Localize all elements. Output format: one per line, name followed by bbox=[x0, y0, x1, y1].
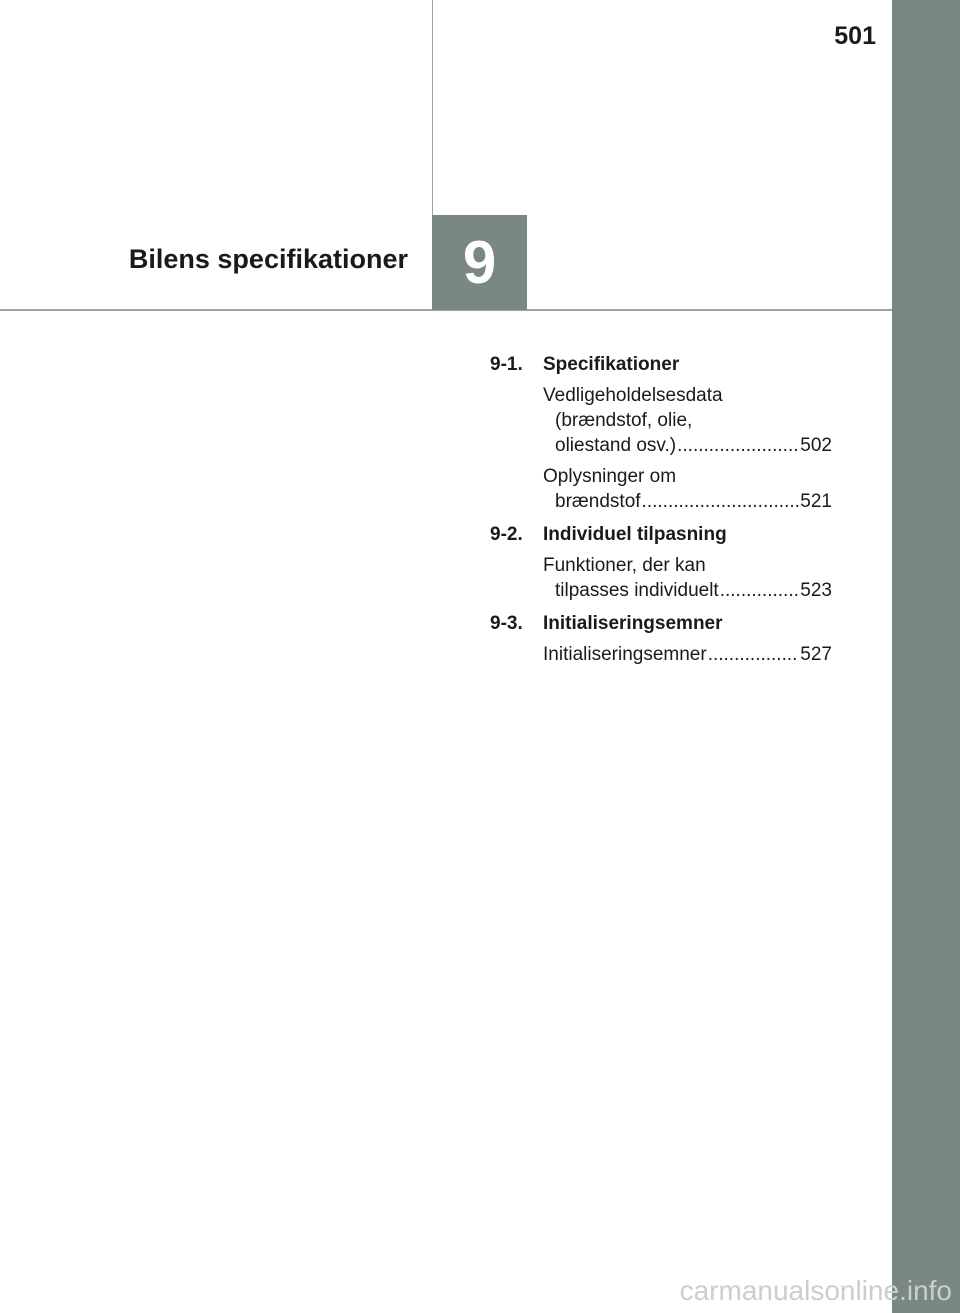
vertical-rule bbox=[432, 0, 433, 216]
dot-leader bbox=[642, 489, 800, 514]
entry-line: brændstof bbox=[555, 491, 641, 512]
entry-page-number: 502 bbox=[800, 435, 832, 456]
chapter-title: Bilens specifikationer bbox=[128, 244, 408, 274]
entry-line: Funktioner, der kan bbox=[543, 555, 706, 576]
table-of-contents bbox=[490, 352, 832, 675]
toc-entry[interactable] bbox=[543, 383, 832, 458]
toc-section bbox=[490, 352, 832, 514]
section-title: Individuel tilpasning bbox=[543, 524, 727, 545]
entry-line: (brændstof, olie, bbox=[555, 410, 693, 431]
entry-line: oliestand osv.) bbox=[555, 435, 677, 456]
chapter-number-box bbox=[432, 215, 527, 310]
section-title: Specifikationer bbox=[543, 354, 680, 375]
toc-section bbox=[490, 522, 832, 603]
section-heading[interactable] bbox=[490, 352, 832, 377]
entry-line: Oplysninger om bbox=[543, 466, 677, 487]
dot-leader bbox=[708, 642, 800, 667]
entry-page-number: 527 bbox=[800, 644, 832, 665]
section-number: 9-1. bbox=[490, 354, 523, 375]
toc-entry[interactable] bbox=[543, 553, 832, 603]
entry-page-number: 523 bbox=[800, 580, 832, 601]
toc-entry[interactable] bbox=[543, 642, 832, 667]
section-heading[interactable] bbox=[490, 522, 832, 547]
toc-section bbox=[490, 611, 832, 667]
section-heading[interactable] bbox=[490, 611, 832, 636]
section-number: 9-3. bbox=[490, 613, 523, 634]
chapter-number: 9 bbox=[462, 229, 497, 296]
entry-last-line bbox=[543, 433, 832, 458]
page-number: 501 bbox=[834, 22, 876, 50]
entry-line: Vedligeholdelsesdata bbox=[543, 385, 723, 406]
watermark: carmanualsonline.info bbox=[679, 1275, 952, 1306]
entry-line: tilpasses individuelt bbox=[555, 580, 719, 601]
chapter-side-tab bbox=[892, 0, 960, 1313]
entry-last-line bbox=[543, 489, 832, 514]
entry-line: Initialiseringsemner bbox=[543, 644, 707, 665]
toc-entry[interactable] bbox=[543, 464, 832, 514]
dot-leader bbox=[720, 578, 800, 603]
dot-leader bbox=[677, 433, 799, 458]
entry-last-line bbox=[543, 642, 832, 667]
entry-last-line bbox=[543, 578, 832, 603]
entry-page-number: 521 bbox=[800, 491, 832, 512]
section-number: 9-2. bbox=[490, 524, 523, 545]
section-title: Initialiseringsemner bbox=[543, 613, 723, 634]
